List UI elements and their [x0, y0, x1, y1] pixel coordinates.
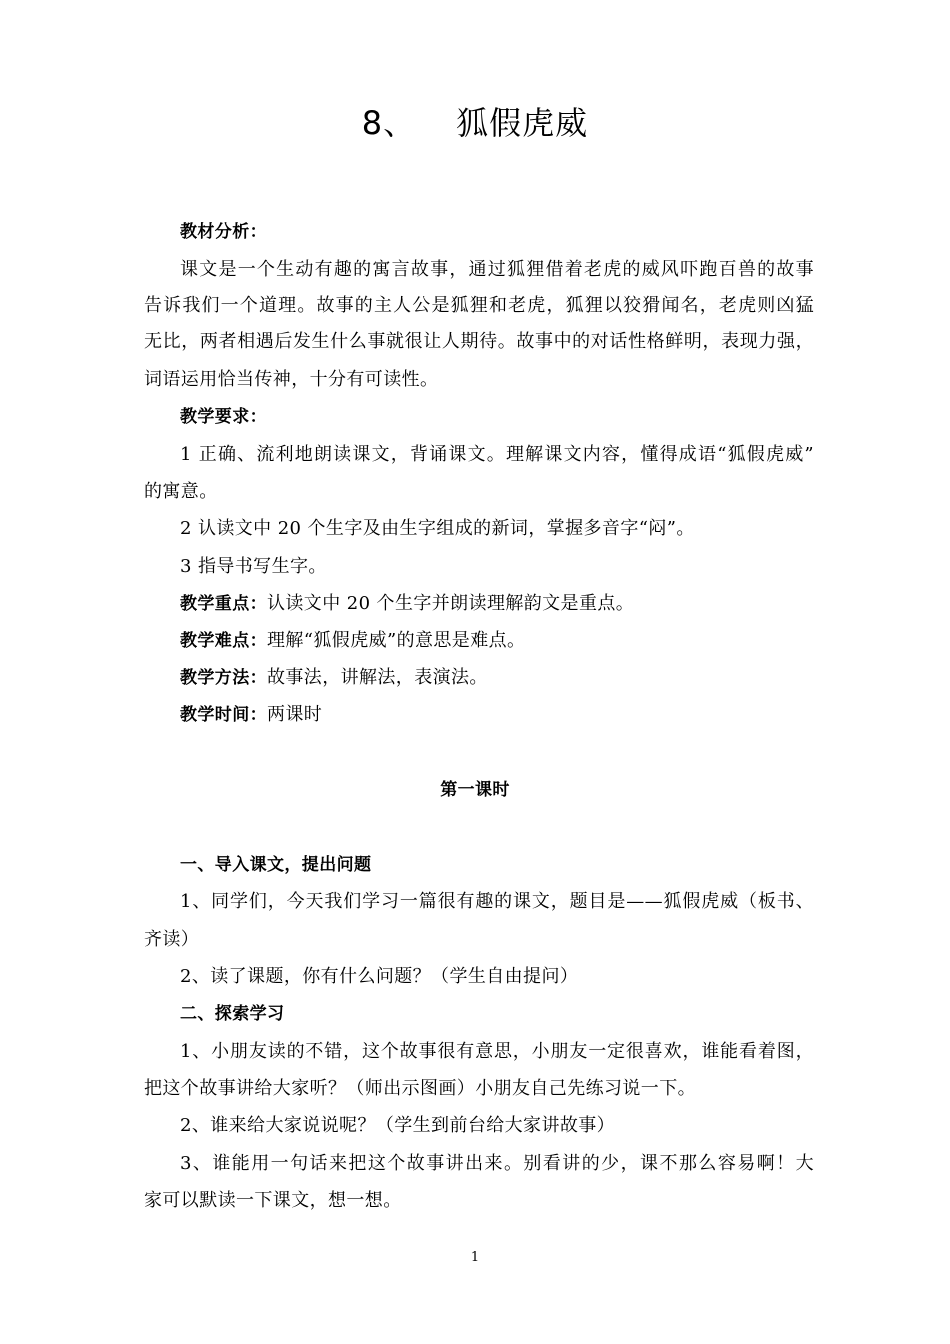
difficulties [180, 629, 814, 653]
section-paragraph: 2、谁来给大家说说呢？（学生到前台给大家讲故事） [180, 1115, 616, 1136]
section-heading: 一、导入课文，提出问题 [180, 855, 372, 875]
lesson-heading: 第一课时 [440, 780, 510, 800]
section-paragraph: 3、谁能用一句话来把这个故事讲出来。别看讲的少，课不那么容易啊！大 [180, 1153, 814, 1174]
key-points-label: 教学重点： [180, 594, 267, 614]
key-points-text: 认读文中 20 个生字并朗读理解韵文是重点。 [267, 593, 635, 614]
section-paragraph: 2、读了课题，你有什么问题？（学生自由提问） [180, 966, 579, 987]
section-heading: 二、探索学习 [180, 1004, 285, 1024]
time-text: 两课时 [267, 704, 323, 725]
analysis-heading: 教材分析： [180, 222, 267, 242]
lesson-number: 8、 [361, 104, 417, 142]
page-title [0, 98, 950, 144]
section-paragraph-cont: 把这个故事讲给大家听？（师出示图画）小朋友自己先练习说一下。 [144, 1078, 696, 1099]
requirement-item: 1 正确、流利地朗读课文，背诵课文。理解课文内容，懂得成语“狐假虎威” [180, 444, 814, 465]
requirements-heading: 教学要求： [180, 407, 267, 427]
analysis-line: 告诉我们一个道理。故事的主人公是狐狸和老虎，狐狸以狡猾闻名，老虎则凶猛 [144, 295, 814, 316]
difficulties-label: 教学难点： [180, 631, 267, 651]
methods-label: 教学方法： [180, 668, 267, 688]
analysis-line: 词语运用恰当传神，十分有可读性。 [144, 369, 439, 390]
analysis-line: 课文是一个生动有趣的寓言故事，通过狐狸借着老虎的威风吓跑百兽的故事 [180, 259, 814, 280]
difficulties-text: 理解“狐假虎威”的意思是难点。 [267, 630, 526, 651]
requirement-item: 2 认读文中 20 个生字及由生字组成的新词，掌握多音字“闷”。 [180, 518, 695, 539]
page-number: 1 [470, 1250, 480, 1265]
key-points [180, 592, 814, 616]
section-paragraph: 1、小朋友读的不错，这个故事很有意思，小朋友一定很喜欢，谁能看着图， [180, 1041, 814, 1062]
analysis-line: 无比，两者相遇后发生什么事就很让人期待。故事中的对话性格鲜明，表现力强， [144, 331, 814, 352]
section-paragraph: 1、同学们，今天我们学习一篇很有趣的课文，题目是——狐假虎威（板书、 [180, 891, 814, 912]
teaching-time [180, 703, 814, 727]
methods-text: 故事法，讲解法，表演法。 [267, 667, 488, 688]
section-paragraph-cont: 齐读） [144, 929, 200, 950]
time-label: 教学时间： [180, 705, 267, 725]
section-paragraph-cont: 家可以默读一下课文，想一想。 [144, 1190, 402, 1211]
requirement-item-cont: 的寓意。 [144, 481, 218, 502]
methods [180, 666, 814, 690]
lesson-title: 狐假虎威 [456, 104, 589, 142]
requirement-item: 3 指导书写生字。 [180, 556, 327, 577]
